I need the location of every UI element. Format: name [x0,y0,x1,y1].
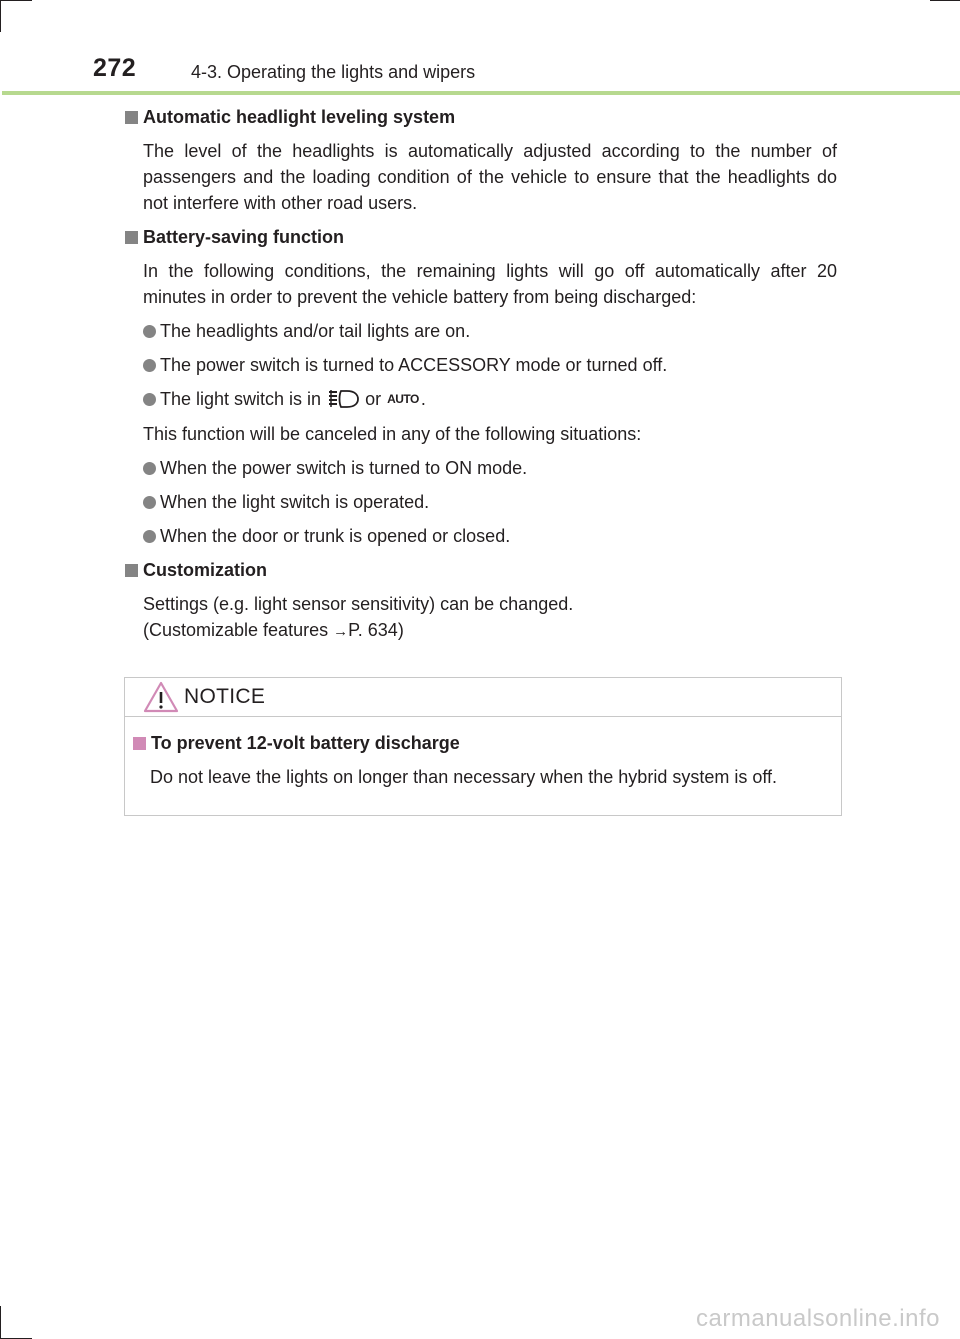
headlight-icon [327,389,359,409]
section-heading [125,105,837,129]
square-bullet-icon [133,737,146,750]
section-title: 4-3. Operating the lights and wipers [191,62,476,82]
round-bullet-icon [143,359,156,372]
paragraph-line: (Customizable features [143,620,334,640]
square-bullet-icon [125,564,138,577]
notice-title: NOTICE [184,685,266,708]
list-item [143,455,837,481]
list-item-text: or [365,389,382,409]
auto-icon: AUTO [387,392,419,406]
arrow-icon: → [333,623,349,640]
page-number: 272 [93,54,137,82]
list-item [143,386,837,412]
paragraph-line: Settings (e.g. light sensor sensitivity) can be changed. [143,594,574,614]
round-bullet-icon [143,462,156,475]
list-item [143,318,837,344]
section-heading [125,558,837,582]
section-heading [125,225,837,249]
list-item-text: The light switch is in [160,389,322,409]
list-item [143,489,837,515]
square-bullet-icon [125,231,138,244]
notice-box [124,677,842,816]
paragraph: This function will be canceled in any of the following situations: [143,424,642,444]
square-bullet-icon [125,111,138,124]
notice-body [125,717,841,790]
header-rule [2,91,960,95]
list-item [143,523,837,549]
notice-header [125,678,841,717]
list-item-text: The power switch is turned to ACCESSORY mode or turned off. [160,355,668,375]
crop-mark [0,1306,1,1339]
heading-text: Automatic headlight leveling system [143,107,456,127]
watermark: carmanualsonline.info [696,1305,940,1332]
cancel-list [125,455,837,549]
page-header [0,0,960,96]
heading-text: Customization [143,560,267,580]
round-bullet-icon [143,496,156,509]
list-item-text: When the light switch is operated. [160,492,430,512]
heading-text: Battery-saving function [143,227,345,247]
page-reference[interactable]: P. 634) [348,620,404,640]
list-item-text: When the door or trunk is opened or closed. [160,526,511,546]
list-item [143,352,837,378]
round-bullet-icon [143,393,156,406]
notice-heading [133,731,841,755]
paragraph: The level of the headlights is automatically adjusted according to the number of passengers and the loading condition of the vehicle to ensure that the headlights do not interfere with other road users. [143,141,837,213]
paragraph [143,591,837,645]
list-item-text: The headlights and/or tail lights are on. [160,321,471,341]
condition-list [125,318,837,412]
heading-text: To prevent 12-volt battery discharge [151,733,460,753]
notice-text: Do not leave the lights on longer than necessary when the hybrid system is off. [150,767,778,787]
paragraph: In the following conditions, the remaining lights will go off automatically after 20 minutes in order to prevent the vehicle battery from being discharged: [143,261,837,307]
main-content [125,105,837,645]
round-bullet-icon [143,325,156,338]
list-item-text: When the power switch is turned to ON mode. [160,458,528,478]
list-item-text: . [420,389,426,409]
round-bullet-icon [143,530,156,543]
warning-triangle-icon [143,681,179,713]
